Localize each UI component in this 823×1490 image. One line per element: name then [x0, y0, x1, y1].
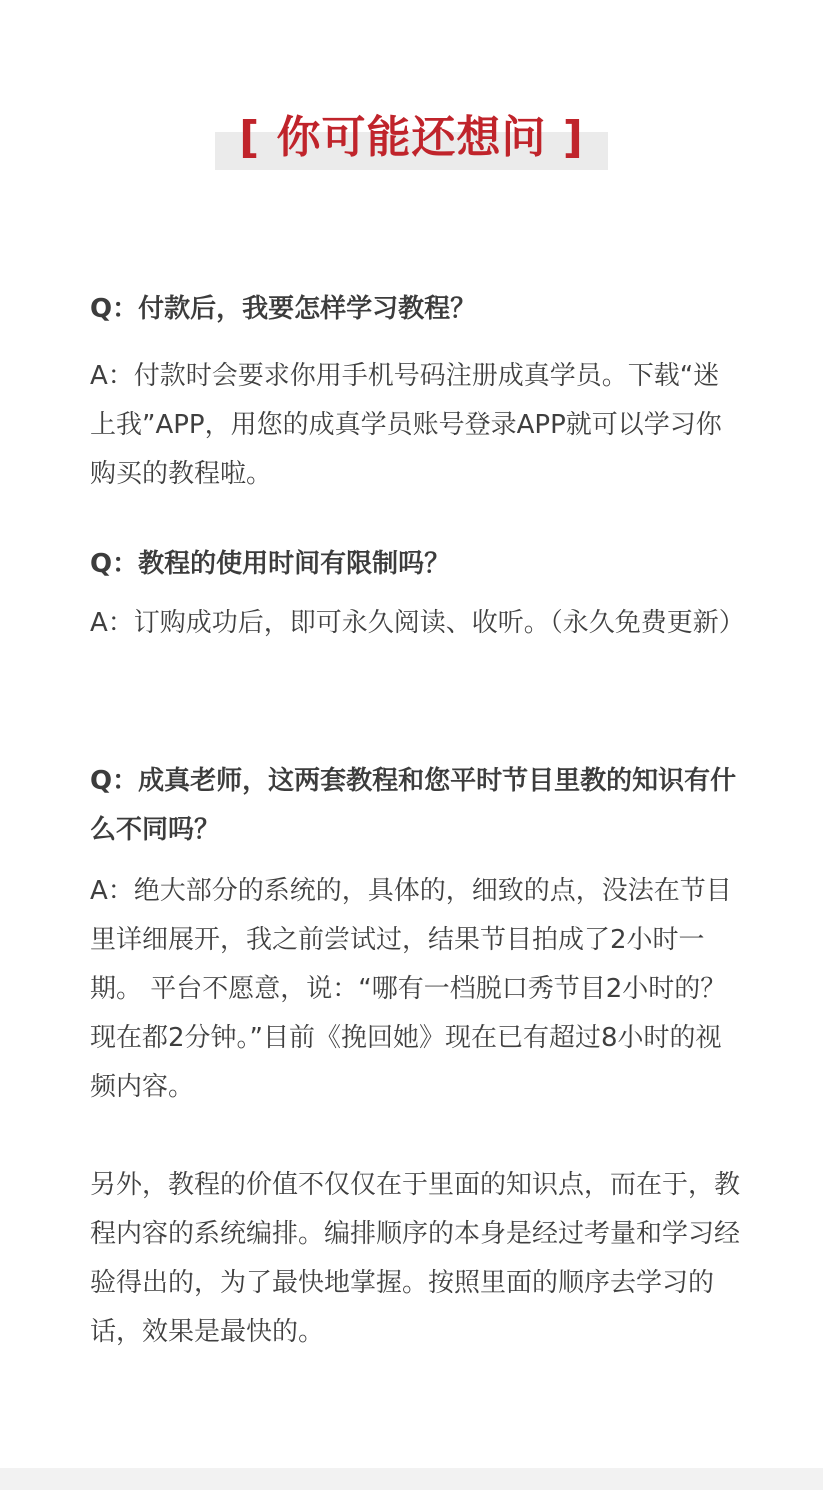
- section-header: [0, 112, 823, 172]
- faq-item-time-limit: [90, 541, 745, 648]
- faq-answer: A：付款时会要求你用手机号码注册成真学员。下载“迷上我”APP，用您的成真学员账号登录APP就可以学习你购买的教程啦。: [90, 361, 722, 489]
- faq-question: Q：成真老师，这两套教程和您平时节目里教的知识有什么不同吗？: [90, 766, 737, 845]
- faq-item-payment: [90, 286, 740, 499]
- faq-answer-extra: 另外，教程的价值不仅仅在于里面的知识点，而在于，教程内容的系统编排。编排顺序的本身是经过考量和学习经验得出的，为了最快地掌握。按照里面的顺序去学习的话，效果是最快的。: [90, 1170, 741, 1347]
- faq-question: Q：教程的使用时间有限制吗？: [90, 549, 451, 579]
- faq-question: Q：付款后，我要怎样学习教程？: [90, 294, 477, 324]
- faq-answer: A：订购成功后，即可永久阅读、收听。（永久免费更新）: [90, 608, 745, 638]
- faq-answer: A：绝大部分的系统的，具体的，细致的点，没法在节目里详细展开，我之前尝试过，结果节目拍成了2小时一期。 平台不愿意，说：“哪有一档脱口秀节目2小时的？现在都2分钟。”目前《挽回她》现在已有超过8小时的视频内容。: [90, 876, 732, 1102]
- faq-item-difference: [90, 757, 740, 1357]
- section-title: [ 你可能还想问 ]: [239, 112, 584, 163]
- footer-divider: [0, 1468, 823, 1490]
